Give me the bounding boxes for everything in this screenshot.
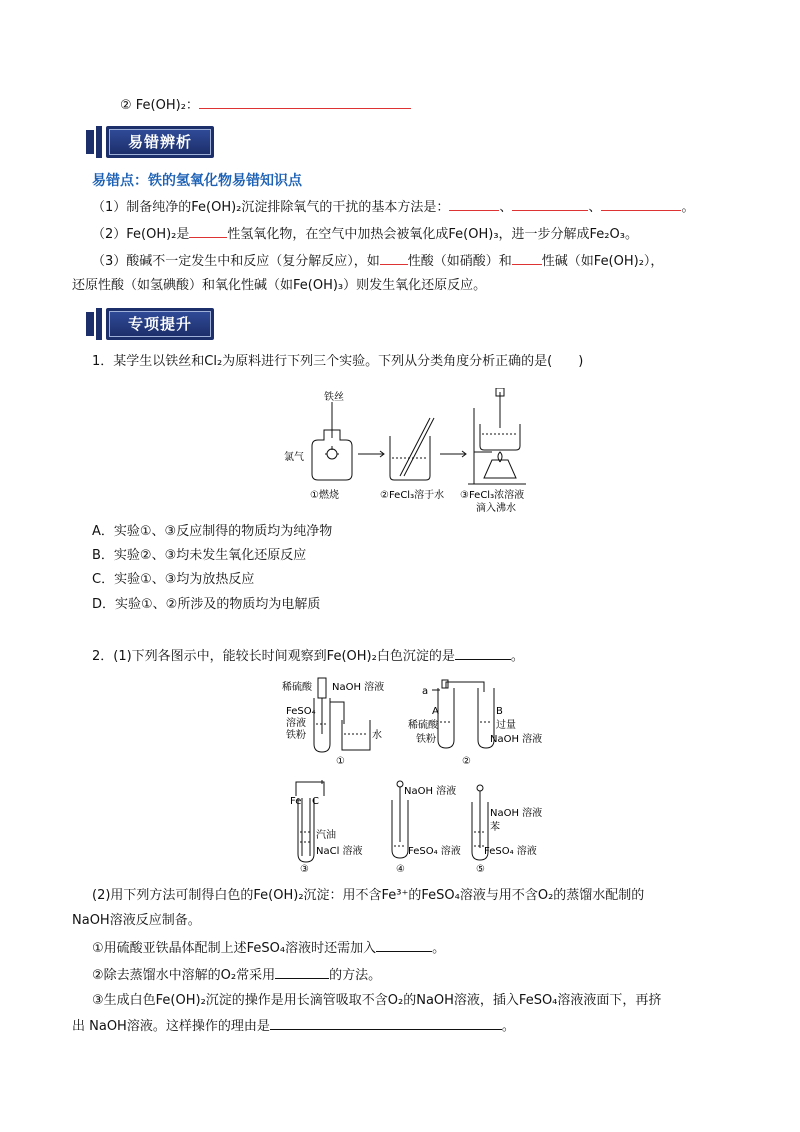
p3-text: （3）酸碱不一定发生中和反应（复分解反应），如 [92,254,380,269]
nacl-label: NaCl 溶液 [316,846,363,857]
naoh-label-4: NaOH 溶液 [404,786,457,797]
water-label: 水 [372,730,382,741]
iron-powder-label-2: 铁粉 [416,734,436,745]
apparatus-5-number: ⑤ [476,864,485,872]
q2-s3-line2 [72,1015,515,1038]
apparatus-4-number: ④ [396,864,405,872]
section-header-practice [86,308,214,340]
fig-caption-1: ①燃烧 [310,490,339,501]
tube-a-label: A [432,706,439,717]
sep: 、 [588,200,602,215]
p3-text: 性酸（如硝酸）和 [407,254,512,269]
iron-powder-label: 铁粉 [286,730,306,741]
feso4-label-5: FeSO₄ 溶液 [484,846,537,857]
q1-option-b[interactable]: B．实验②、③均未发生氧化还原反应 [92,548,307,563]
section-header-pitfall [86,126,214,158]
s3-text: 出 NaOH溶液。这样操作的理由是 [72,1019,270,1034]
pitfall-p1 [92,196,694,219]
apparatus-2-number: ② [462,756,471,767]
answer-blank[interactable] [449,196,499,211]
answer-blank[interactable] [512,196,588,211]
q2-stem [92,645,524,668]
chlorine-label: 氯气 [284,452,304,463]
answer-blank[interactable] [199,94,411,109]
answer-blank[interactable] [189,223,227,238]
fe-electrode-label: Fe [290,796,302,807]
answer-blank[interactable] [275,964,329,979]
apparatus-1-number: ① [336,756,345,767]
iron-wire-label: 铁丝 [324,392,344,403]
q1-option-d[interactable]: D．实验①、②所涉及的物质均为电解质 [92,597,321,612]
q2-p2-line1: (2)用下列方法可制得白色的Fe(OH)₂沉淀：用不含Fe³⁺的FeSO₄溶液与用不含O₂的蒸馏水配制的 [92,888,645,903]
pitfall-title: 易错点：铁的氢氧化物易错知识点 [92,173,302,189]
answer-blank[interactable] [455,645,511,660]
top-item [120,94,411,117]
q2-s2 [92,964,381,987]
section-title: 专项提升 [109,311,211,337]
fig-caption-2: ②FeCl₃溶于水 [380,490,445,501]
p2-text: （2）Fe(OH)₂是 [92,227,190,242]
section-title: 易错辨析 [109,129,211,155]
pitfall-p2 [92,223,638,246]
tube-b-label: B [496,706,503,717]
p2-text: 性氢氧化物，在空气中加热会被氧化成Fe(OH)₃，进一步分解成Fe₂O₃。 [227,227,638,242]
q2-p2-line2: NaOH溶液反应制备。 [72,913,201,928]
answer-blank[interactable] [380,250,408,265]
s2-text: 的方法。 [329,968,382,983]
p1-text: （1）制备纯净的Fe(OH)₂沉淀排除氧气的干扰的基本方法是： [92,200,450,215]
fig-caption-3a: ③FeCl₃浓溶液 [460,490,525,501]
p3-text: 性碱（如Fe(OH)₂）， [541,254,664,269]
naoh-label-2: NaOH 溶液 [490,734,543,745]
fig-caption-3b: 滴入沸水 [476,503,516,514]
end: 。 [681,200,695,215]
end: 。 [510,649,524,664]
q2-figure-bottom [284,776,564,872]
dilute-acid-label: 稀硫酸 [282,682,312,693]
q2-s1 [92,937,445,960]
pitfall-p3 [92,250,663,273]
answer-blank[interactable] [512,250,542,265]
sep: 、 [499,200,513,215]
end: 。 [432,941,446,956]
q1-stem: 1．某学生以铁丝和Cl₂为原料进行下列三个实验。下列从分类角度分析正确的是( ) [92,354,584,369]
answer-blank[interactable] [270,1015,502,1030]
q2-stem-text: 2．(1)下列各图示中，能较长时间观察到Fe(OH)₂白色沉淀的是 [92,649,455,664]
naoh-label-1: NaOH 溶液 [332,682,385,693]
answer-blank[interactable] [601,196,681,211]
c-electrode-label: C [312,796,319,807]
valve-a-label: a [422,686,429,697]
q1-option-a[interactable]: A．实验①、③反应制得的物质均为纯净物 [92,524,333,539]
q2-figure-top [272,672,552,768]
q2-s3-line1: ③生成白色Fe(OH)₂沉淀的操作是用长滴管吸取不含O₂的NaOH溶液，插入FeSO₄溶液液面下，再挤 [92,993,662,1008]
end: 。 [501,1019,515,1034]
top-item-label: ② Fe(OH)₂： [120,98,199,113]
gasoline-label: 汽油 [316,830,336,841]
s2-text: ②除去蒸馏水中溶解的O₂常采用 [92,968,276,983]
feso4-label-4: FeSO₄ 溶液 [408,846,461,857]
apparatus-3-number: ③ [300,864,309,872]
pitfall-p3-cont: 还原性酸（如氢碘酸）和氧化性碱（如Fe(OH)₃）则发生氧化还原反应。 [72,278,487,293]
answer-blank[interactable] [376,937,432,952]
q1-option-c[interactable]: C．实验①、③均为放热反应 [92,572,255,587]
feso4-label: FeSO₄ [286,706,316,717]
excess-label: 过量 [496,720,516,731]
q1-figure [280,388,540,514]
solution-label: 溶液 [286,718,306,729]
benzene-label: 苯 [490,822,500,833]
s1-text: ①用硫酸亚铁晶体配制上述FeSO₄溶液时还需加入 [92,941,377,956]
naoh-label-5: NaOH 溶液 [490,808,543,819]
dilute-acid-label-2: 稀硫酸 [408,720,438,731]
